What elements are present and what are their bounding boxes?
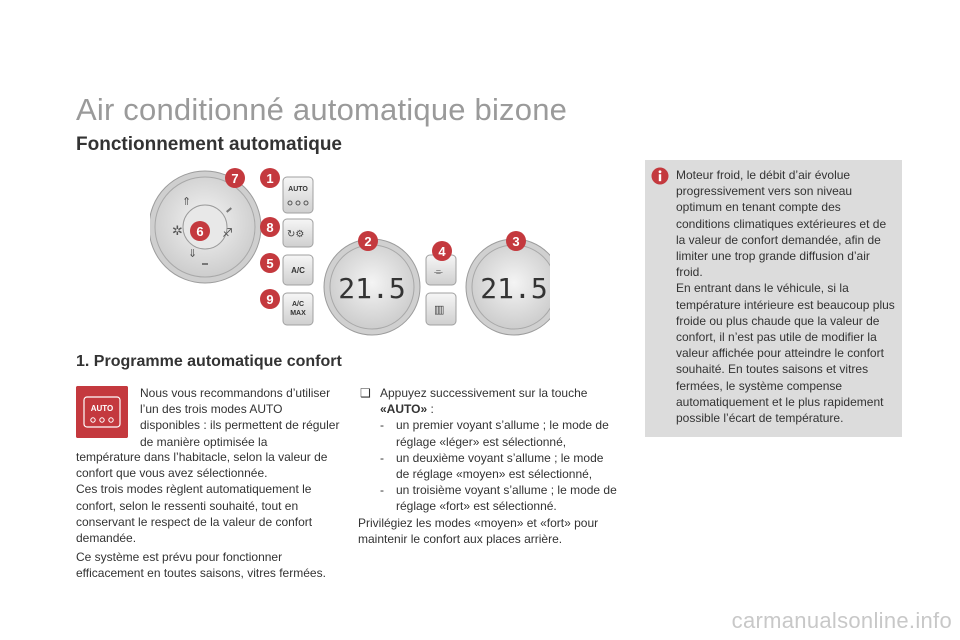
info-icon — [651, 167, 669, 185]
svg-text:A/C: A/C — [291, 301, 305, 308]
info-text — [676, 167, 898, 426]
modes-paragraph: Ces trois modes règlent automatiquement le confort, selon le ressenti souhaité, tout en conservant le respect de la valeur de confort demandée. — [76, 482, 313, 546]
windscreen-defrost-icon: ⌯ — [434, 265, 443, 278]
svg-text:21.5: 21.5 — [338, 272, 406, 305]
list-item: - un deuxième voyant s’allume ; le mode de réglage «moyen» est sélectionné, — [380, 450, 604, 482]
list-item-text: un deuxième voyant s’allume ; le mode de réglage «moyen» est sélectionné, — [396, 450, 604, 482]
intro-paragraph: Nous vous recommandons d’utiliser l’un des trois modes AUTO disponibles : ils permettent de réguler de manière optimisée la — [140, 386, 340, 449]
defrost-icon: ⇑ — [182, 195, 192, 208]
callout-5 — [260, 253, 280, 273]
right-temperature-dial — [466, 239, 550, 335]
svg-text:21.5: 21.5 — [480, 272, 548, 305]
auto-button — [283, 177, 313, 213]
info-paragraph-1: Moteur froid, le débit d’air évolue progressivement vers son niveau optimum en tenant compte des conditions climatiques extérieures et de la valeur de confort demandée, afin de limiter une trop grande diffusion d’air froid. — [676, 168, 887, 280]
left-temperature-dial — [324, 239, 420, 335]
svg-text:AUTO: AUTO — [288, 186, 308, 193]
callout-1 — [260, 168, 280, 188]
instruction-bullet — [358, 385, 620, 417]
climate-panel-illustration — [150, 165, 550, 337]
svg-text:7: 7 — [231, 171, 239, 186]
callout-9 — [260, 289, 280, 309]
intro-paragraph-continued: température dans l’habitacle, selon la valeur de confort que vous avez sélectionnée. — [76, 450, 328, 481]
ac-max-button — [283, 293, 313, 325]
callout-7 — [225, 168, 245, 188]
svg-text:3: 3 — [512, 234, 520, 249]
closing-paragraph: Privilégiez les modes «moyen» et «fort» pour maintenir le confort aux places arrière. — [358, 515, 599, 546]
svg-text:5: 5 — [266, 256, 274, 271]
watermark: carmanualsonline.info — [731, 608, 952, 633]
rear-window-defrost-icon: ▥ — [434, 303, 445, 316]
svg-text:8: 8 — [266, 220, 274, 235]
svg-text:9: 9 — [266, 292, 274, 307]
list-item: - un troisième voyant s’allume ; le mode de réglage «fort» est sélectionné. — [380, 483, 617, 514]
seat-air-icon: ♐ — [222, 226, 233, 240]
checkbox-icon: ❑ — [360, 386, 371, 400]
page-title: Air conditionné automatique bizone — [76, 92, 568, 127]
ac-button — [283, 255, 313, 285]
svg-text:MAX: MAX — [290, 310, 306, 317]
list-item-text: un premier voyant s’allume ; le mode de réglage «léger» est sélectionné, — [396, 418, 609, 449]
list-item: - un premier voyant s’allume ; le mode de réglage «léger» est sélectionné, — [380, 418, 609, 449]
section-title: 1. Programme automatique confort — [76, 353, 342, 370]
callout-3 — [506, 231, 526, 251]
modes-text — [76, 449, 346, 546]
rear-defrost-button — [426, 293, 456, 325]
svg-text:4: 4 — [438, 244, 446, 259]
instructions-column — [358, 385, 620, 547]
instruction-suffix: : — [427, 402, 434, 417]
svg-text:6: 6 — [196, 224, 204, 239]
page-subtitle: Fonctionnement automatique — [76, 134, 342, 155]
info-paragraph-2: En entrant dans le véhicule, si la température intérieure est beaucoup plus froide ou plus chaude que la valeur de confort, il n’est pas utile de modifier la valeur affichée pour atteindre le confort souhaité. En toutes saisons et vitres fermées, le système compense automatiquement et le plus rapidement possible l’écart de température. — [676, 281, 895, 426]
callout-4 — [432, 241, 452, 261]
callout-2 — [358, 231, 378, 251]
svg-text:AUTO: AUTO — [90, 404, 114, 413]
instruction-text: Appuyez successivement sur la touche — [380, 386, 588, 400]
list-item-text: un troisième voyant s’allume ; le mode de réglage «fort» est sélectionné. — [396, 483, 617, 514]
auto-mode-icon — [76, 386, 128, 438]
feet-icon: ⇓ — [188, 247, 198, 260]
seasons-paragraph: Ce système est prévu pour fonctionner efficacement en toutes saisons, vitres fermées. — [76, 550, 326, 581]
fan-icon: ✲ — [172, 224, 183, 239]
svg-text:2: 2 — [364, 234, 372, 249]
auto-key-label: «AUTO» — [380, 402, 428, 417]
svg-text:A/C: A/C — [291, 266, 305, 275]
callout-6 — [190, 221, 210, 241]
recirculation-button — [283, 219, 313, 247]
svg-text:1: 1 — [266, 171, 274, 186]
recirculation-icon: ↻⚙ — [287, 229, 305, 240]
callout-8 — [260, 217, 280, 237]
